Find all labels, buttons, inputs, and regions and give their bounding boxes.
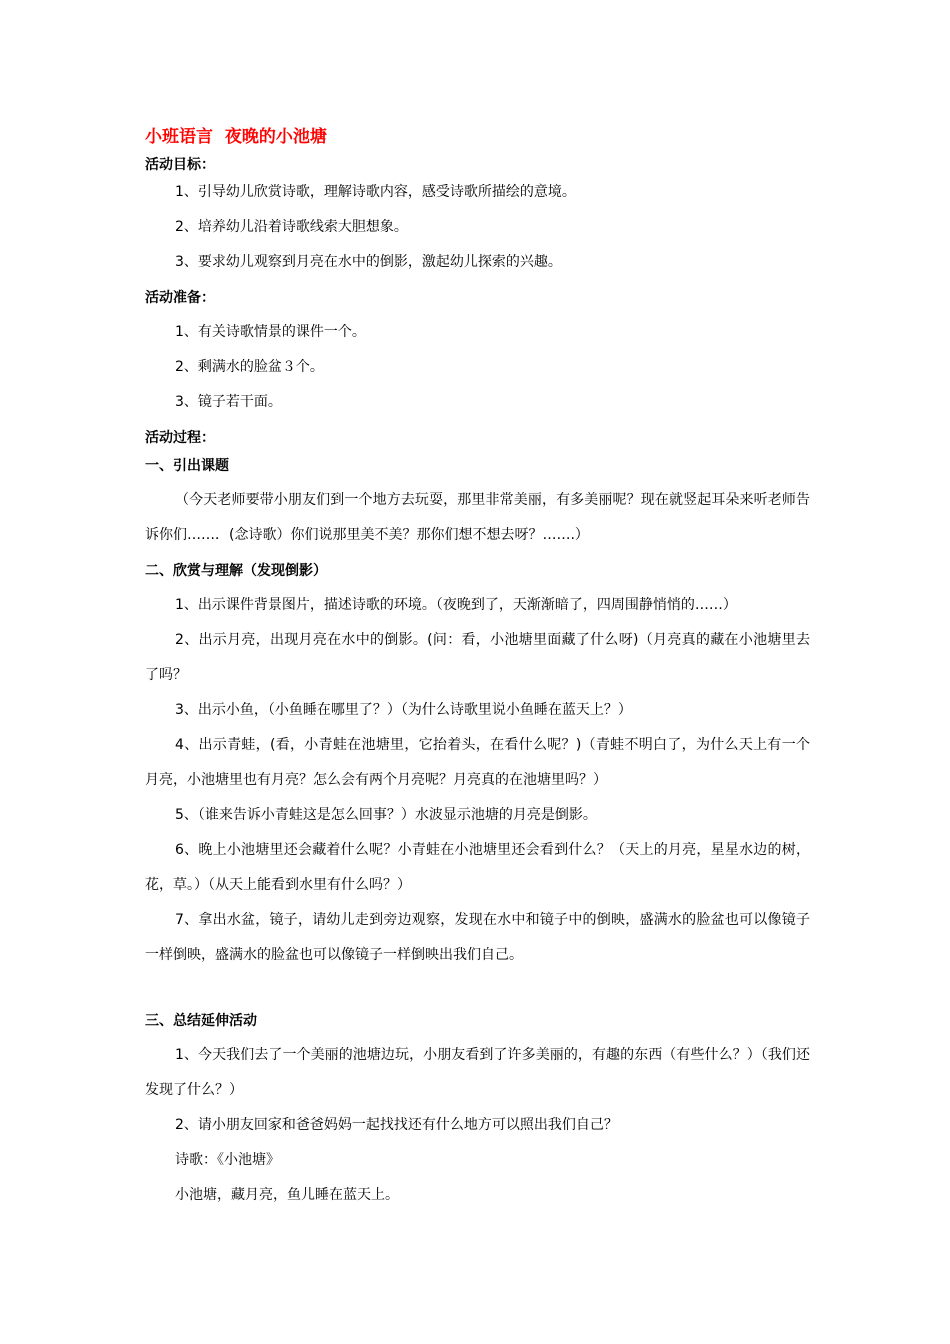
goal-item-2: 2、培养幼儿沿着诗歌线索大胆想象。 <box>175 219 408 235</box>
goals-heading: 活动目标： <box>145 157 215 173</box>
part3-item-1: 1、今天我们去了一个美丽的池塘边玩，小朋友看到了许多美丽的，有趣的东西（有些什么？）（我们还发现了什么？） <box>145 1047 810 1098</box>
poem-line-1: 小池塘，藏月亮，鱼儿睡在蓝天上。 <box>175 1187 399 1203</box>
goal-item-1: 1、引导幼儿欣赏诗歌，理解诗歌内容，感受诗歌所描绘的意境。 <box>175 184 576 200</box>
part2-item-4: 4、出示青蛙，(看，小青蛙在池塘里，它抬着头，在看什么呢？)（青蛙不明白了，为什么天上有一个月亮，小池塘里也有月亮？怎么会有两个月亮呢？月亮真的在池塘里吗？） <box>145 737 810 788</box>
document-title: 小班语言 夜晚的小池塘 <box>145 127 327 147</box>
part2-item-1: 1、出示课件背景图片，描述诗歌的环境。（夜晚到了，天渐渐暗了，四周围静悄悄的……） <box>175 597 737 613</box>
process-heading: 活动过程： <box>145 430 215 446</box>
prep-item-2: 2、剩满水的脸盆３个。 <box>175 359 324 375</box>
part2-item-6: 6、晚上小池塘里还会藏着什么呢？小青蛙在小池塘里还会看到什么？（天上的月亮，星星水边的树，花，草。）（从天上能看到水里有什么吗？） <box>145 842 810 893</box>
poem-title: 诗歌：《小池塘》 <box>175 1152 280 1168</box>
part2-item-3: 3、出示小鱼，（小鱼睡在哪里了？）（为什么诗歌里说小鱼睡在蓝天上？） <box>175 702 632 718</box>
spacer <box>145 973 810 1003</box>
part2-item-2: 2、出示月亮，出现月亮在水中的倒影。(问：看，小池塘里面藏了什么呀)（月亮真的藏在小池塘里去了吗？ <box>145 632 810 683</box>
part2-heading: 二、欣赏与理解（发现倒影） <box>145 563 327 579</box>
part1-item-1: （今天老师要带小朋友们到一个地方去玩耍，那里非常美丽，有多美丽呢？现在就竖起耳朵来听老师告诉你们……．(念诗歌）你们说那里美不美？那你们想不想去呀？…….） <box>145 492 810 543</box>
prep-item-3: 3、镜子若干面。 <box>175 394 282 410</box>
prep-heading: 活动准备： <box>145 290 215 306</box>
part3-item-2: 2、请小朋友回家和爸爸妈妈一起找找还有什么地方可以照出我们自己？ <box>175 1117 618 1133</box>
prep-item-1: 1、有关诗歌情景的课件一个。 <box>175 324 366 340</box>
part3-heading: 三、总结延伸活动 <box>145 1013 257 1029</box>
part2-item-5: 5、（谁来告诉小青蛙这是怎么回事？）水波显示池塘的月亮是倒影。 <box>175 807 597 823</box>
part1-heading: 一、引出课题 <box>145 458 229 474</box>
part2-item-7: 7、拿出水盆，镜子，请幼儿走到旁边观察，发现在水中和镜子中的倒映，盛满水的脸盆也可以像镜子一样倒映，盛满水的脸盆也可以像镜子一样倒映出我们自己。 <box>145 912 810 963</box>
document-page <box>145 125 810 1213</box>
goal-item-3: 3、要求幼儿观察到月亮在水中的倒影，激起幼儿探索的兴趣。 <box>175 254 562 270</box>
